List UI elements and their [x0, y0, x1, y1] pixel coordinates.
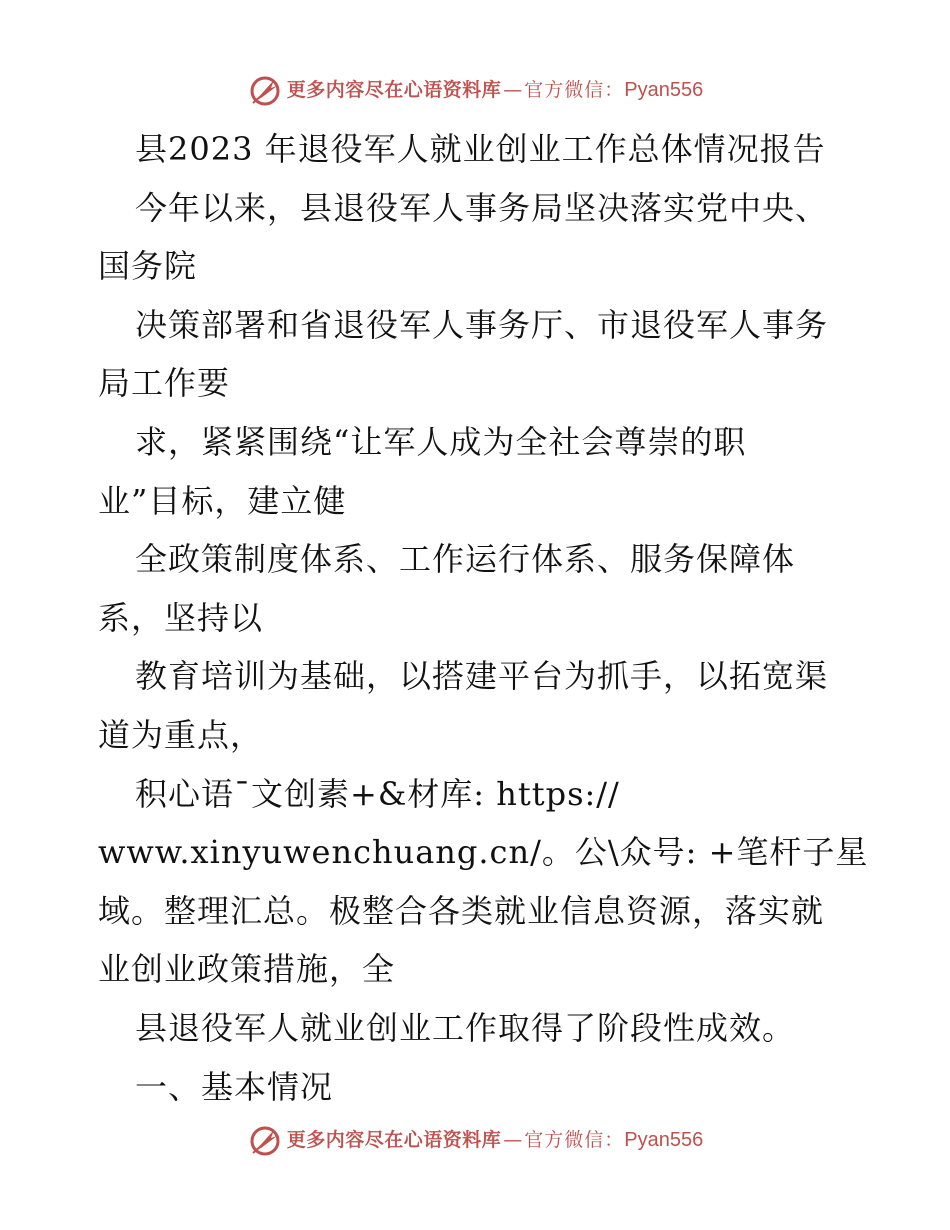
banner-dash: — — [503, 79, 523, 101]
paragraph-line: 域。整理汇总。极整合各类就业信息资源，落实就 — [98, 891, 825, 930]
paragraph-line: 道为重点， — [98, 715, 264, 754]
paragraph-line: 全政策制度体系、工作运行体系、服务保障体 — [135, 540, 796, 579]
paragraph-line: 教育培训为基础，以搭建平台为抓手，以拓宽渠 — [135, 657, 829, 696]
paragraph-line: 业创业政策措施，全 — [98, 950, 396, 989]
feather-quill-icon — [247, 1122, 283, 1158]
document-body — [98, 120, 869, 1116]
header-banner — [0, 70, 950, 110]
banner-main-text: 更多内容尽在心语资料库 — [286, 1129, 502, 1151]
paragraph-line: 国务院 — [98, 247, 198, 286]
banner-wechat-label: 官方微信： — [524, 1129, 625, 1151]
paragraph-line: 系，坚持以 — [98, 598, 264, 637]
paragraph-line: 县退役军人就业创业工作取得了阶段性成效。 — [135, 1008, 796, 1047]
document-title: 县2023 年退役军人就业创业工作总体情况报告 — [135, 130, 826, 168]
banner-main-text: 更多内容尽在心语资料库 — [286, 79, 502, 101]
paragraph-line: 业”目标，建立健 — [98, 481, 347, 520]
feather-quill-icon — [247, 72, 283, 108]
paragraph-line: 求，紧紧围绕“让军人成为全社会尊崇的职 — [135, 422, 747, 461]
paragraph-line: 一、基本情况 — [135, 1067, 334, 1106]
paragraph-line: 决策部署和省退役军人事务厅、市退役军人事务 — [135, 305, 829, 344]
banner-wechat-id: Pyan556 — [624, 79, 704, 101]
footer-banner — [0, 1120, 950, 1160]
paragraph-line: 局工作要 — [98, 364, 231, 403]
banner-wechat-id: Pyan556 — [624, 1129, 704, 1151]
paragraph-line: 积心语¯文创素+&材库: https:// — [135, 774, 620, 813]
banner-dash: — — [503, 1129, 523, 1151]
paragraph-line: www.xinyuwenchuang.cn/。公\众号: +笔杆子星 — [98, 833, 869, 872]
paragraph-line: 今年以来，县退役军人事务局坚决落实党中央、 — [135, 188, 829, 227]
banner-wechat-label: 官方微信： — [524, 79, 625, 101]
